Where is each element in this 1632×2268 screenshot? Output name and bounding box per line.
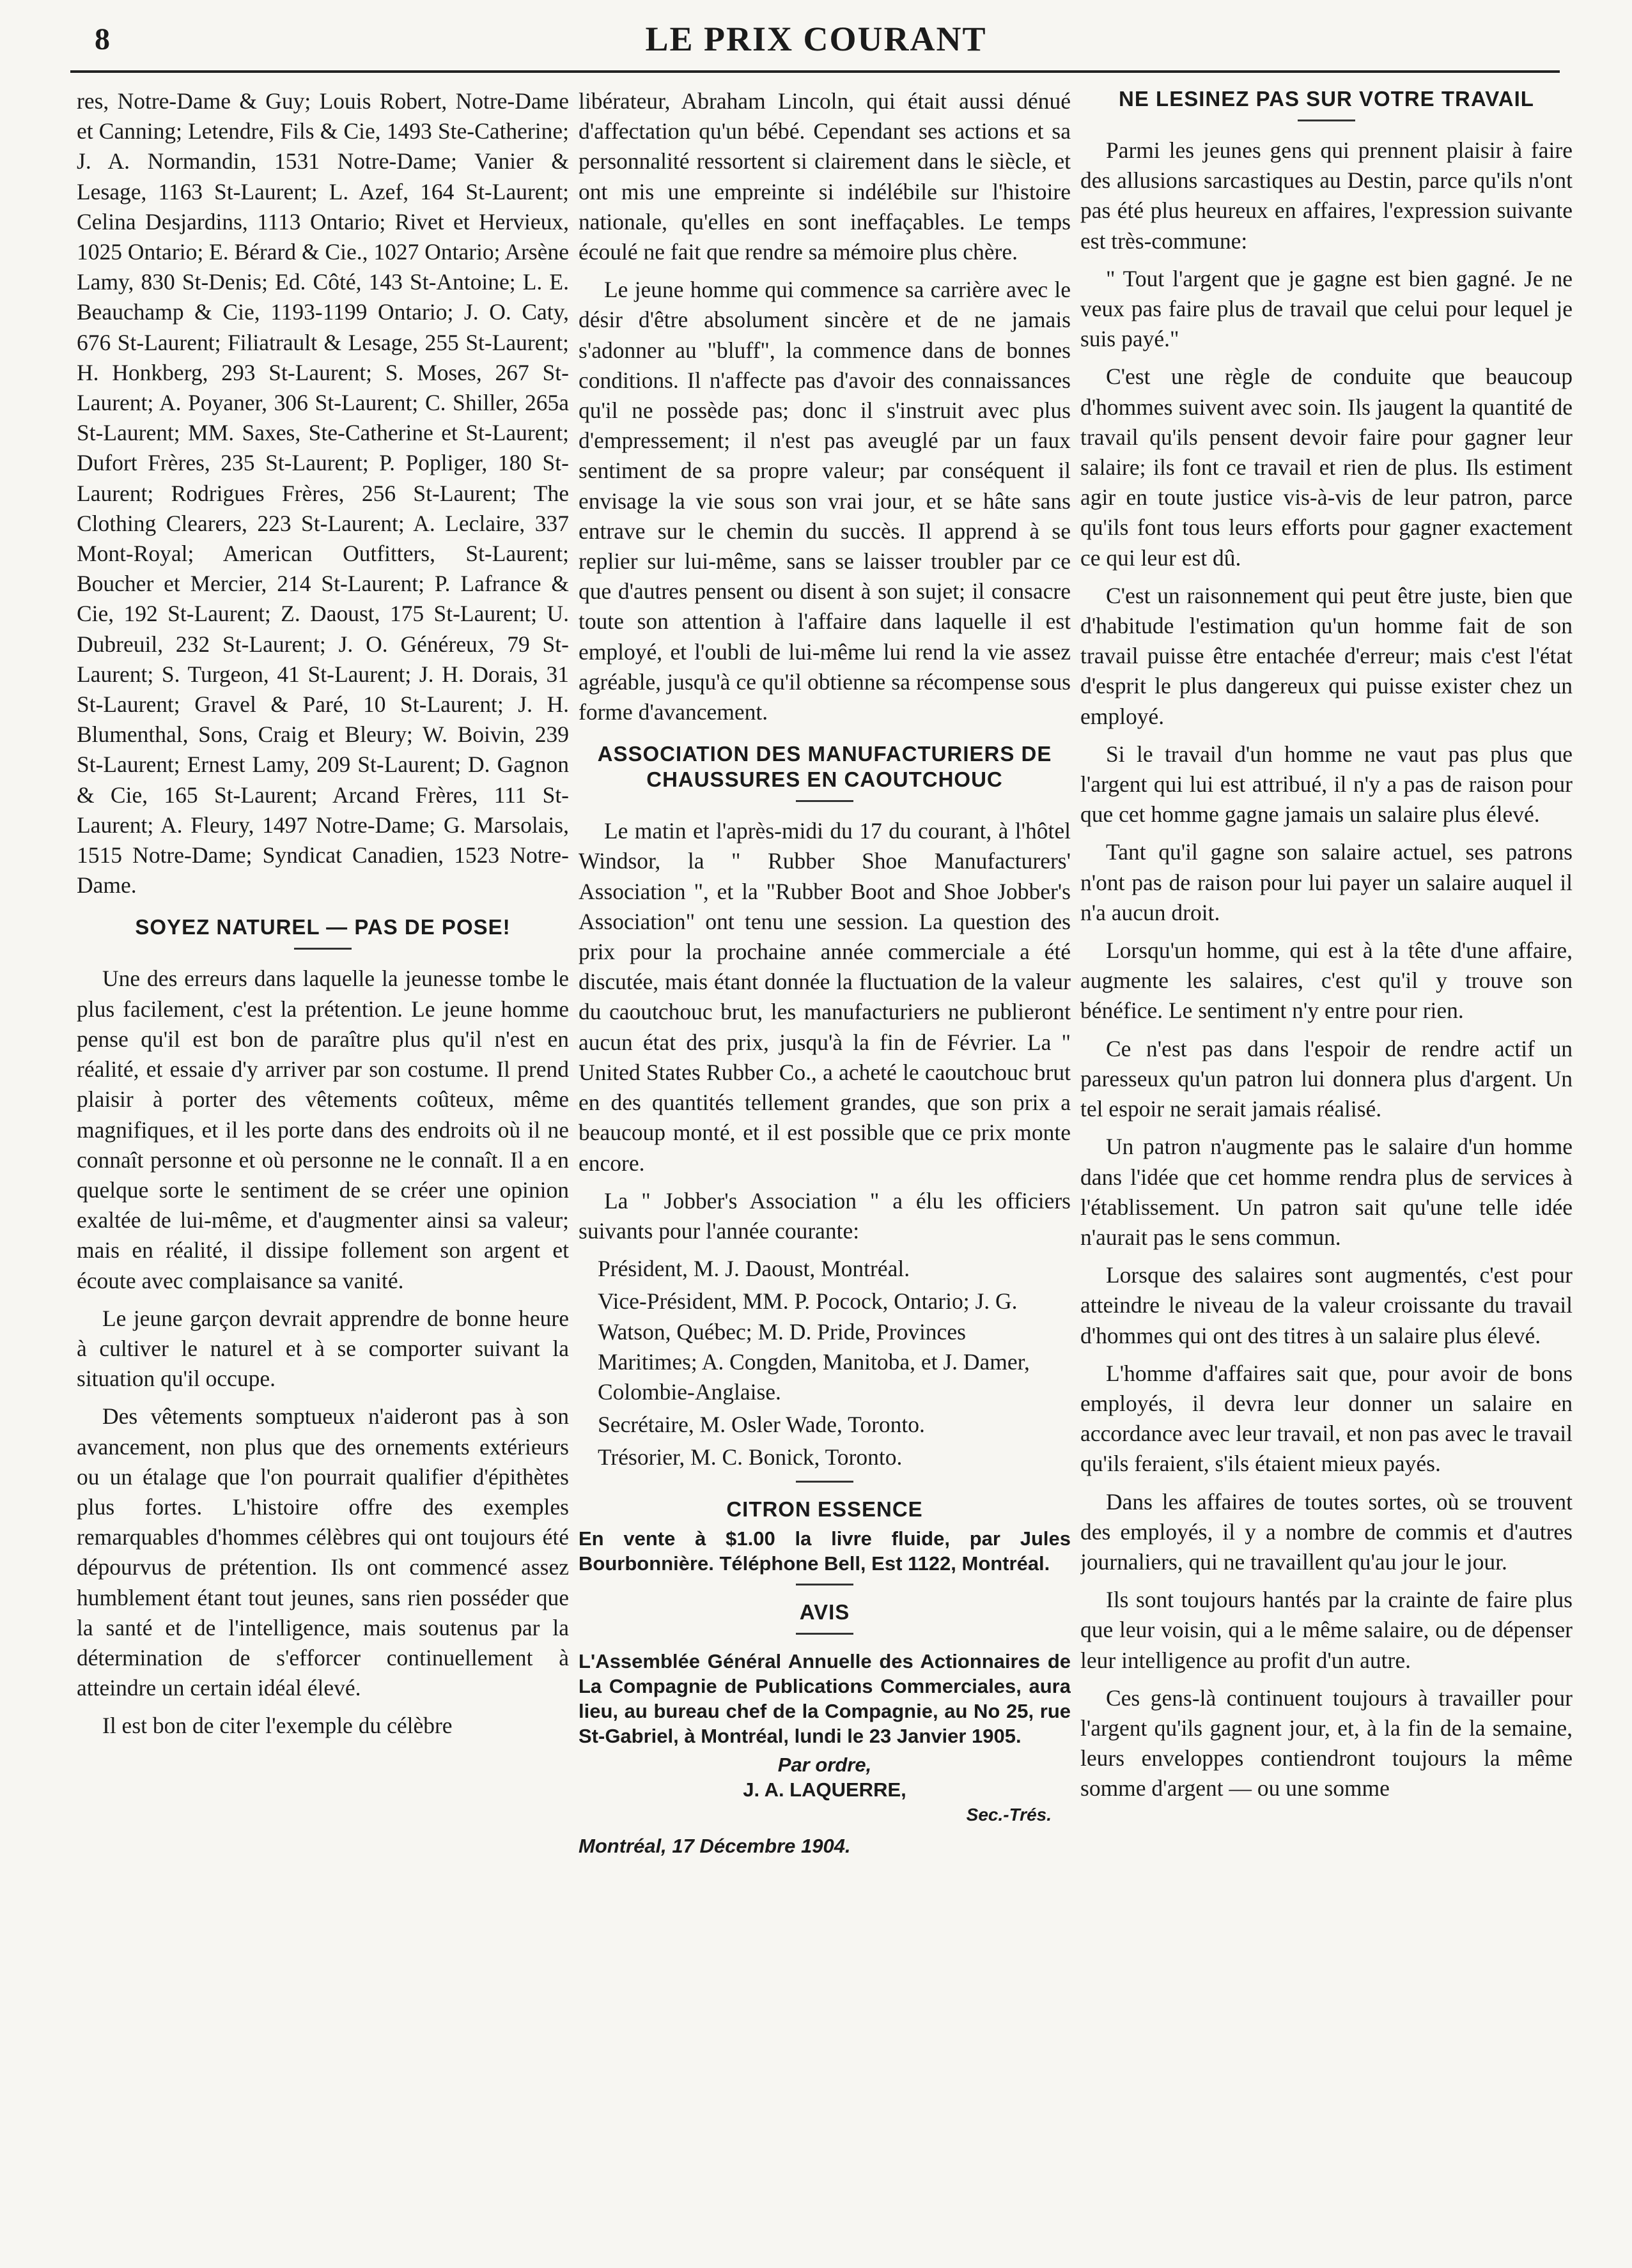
article-paragraph: Lorsque des salaires sont augmentés, c'est pour atteindre le niveau de la valeur croissante du travail d'hommes qui ont des titres à un salaire plus élevé. — [1080, 1262, 1573, 1348]
article-paragraph: Ce n'est pas dans l'espoir de rendre actif un paresseux qu'un patron lui donnera plus d'argent. Un tel espoir ne serait jamais réalisé. — [1080, 1035, 1573, 1122]
par-ordre: Par ordre, — [777, 1753, 872, 1776]
signer-title: Sec.-Trés. — [966, 1804, 1052, 1824]
heading-rule — [294, 948, 352, 950]
page-number: 8 — [95, 22, 110, 56]
article-paragraph: libérateur, Abraham Lincoln, qui était aussi dénué d'affectation qu'un bébé. Cependant ses actions et sa personnalité ressortent si clairement dans le siècle, et ont mis une empreinte si indélébile sur l'histoire nationale, qu'elles en sont ineffaçables. Le temps écoulé ne fait que rendre sa mémoire plus chère. — [579, 88, 1071, 265]
article-paragraph: Si le travail d'un homme ne vaut pas plus que l'argent qui lui est attribué, il n'y a pas de raison pour que cet homme gagne jamais un salaire plus élevé. — [1080, 741, 1573, 828]
column-3 — [1080, 86, 1573, 2253]
article-paragraph: Lorsqu'un homme, qui est à la tête d'une affaire, augmente les salaires, c'est qu'il y trouve son bénéfice. Le sentiment n'y entre pour rien. — [1080, 937, 1573, 1024]
article-paragraph: Un patron n'augmente pas le salaire d'un homme dans l'idée que cet homme rendra plus de services à l'établissement. Un patron sait qu'une telle idée n'aurait pas le sens commun. — [1080, 1134, 1573, 1250]
article-paragraph: Ils sont toujours hantés par la crainte de faire plus que leur voisin, qui a le même salaire, ou de dépenser leur intelligence au profit d'un autre. — [1080, 1587, 1573, 1673]
column-1 — [77, 86, 569, 2253]
officer-entry: Vice-Président, MM. P. Pocock, Ontario; J. G. Watson, Québec; M. D. Pride, Provinces Maritimes; A. Congden, Manitoba, et J. Damer, Colombie-Anglaise. — [598, 1288, 1030, 1405]
article-paragraph: C'est un raisonnement qui peut être juste, bien que d'habitude l'estimation qu'un homme fait de son travail puisse être entachée d'erreur; mais c'est l'état d'esprit le plus dangereux qui puisse exister chez un employé. — [1080, 582, 1573, 729]
article-paragraph: Dans les affaires de toutes sortes, où se trouvent des employés, il y a nombre de commis et d'autres journaliers, qui ne travaillent qu'au jour le jour. — [1080, 1488, 1573, 1575]
article-paragraph: La " Jobber's Association " a élu les officiers suivants pour l'année courante: — [579, 1187, 1071, 1244]
article-paragraph: L'homme d'affaires sait que, pour avoir de bons employés, il devra leur donner un salaire en accordance avec leur travail, et non pas avec le travail qu'ils feraient, s'ils étaient mieux payés. — [1080, 1360, 1573, 1477]
officer-entry: Président, M. J. Daoust, Montréal. — [598, 1256, 910, 1282]
article-paragraph: Le jeune garçon devrait apprendre de bonne heure à cultiver le naturel et à se comporter suivant la situation qu'il occupe. — [77, 1305, 569, 1392]
article-heading-association: ASSOCIATION DES MANUFACTURIERS DE CHAUSSURES EN CAOUTCHOUC — [597, 742, 1052, 792]
heading-rule — [796, 800, 853, 802]
heading-citron-essence: CITRON ESSENCE — [726, 1497, 923, 1521]
article-paragraph: Le matin et l'après-midi du 17 du courant, à l'hôtel Windsor, la " Rubber Shoe Manufacturers' Association ", et la "Rubber Boot and Shoe Jobber's Association" ont tenu une session. La question des prix pour la prochaine année commerciale a été discutée, mais étant donnée la fluctuation de la valeur du caoutchouc brut, les manufacturiers ne publieront aucun état des prix, jusqu'à la fin de Février. La " United States Rubber Co., a acheté le caoutchouc brut en des quantités tellement grandes, que son prix a beaucoup monté, et il est possible que ce prix monte encore. — [579, 818, 1071, 1176]
signer-name: J. A. LAQUERRE, — [743, 1778, 906, 1801]
article-paragraph: " Tout l'argent que je gagne est bien gagné. Je ne veux pas faire plus de travail que celui pour lequel je suis payé." — [1080, 265, 1573, 352]
heading-rule — [1298, 120, 1355, 121]
article-paragraph: Des vêtements somptueux n'aideront pas à son avancement, non plus que des ornements extérieurs ou un étalage que l'on pourrait qualifier d'épithètes plus fortes. L'histoire offre des exemples remarquables d'hommes célèbres qui ont toujours été dépourvus de prétention. Ils ont commencé assez humblement étant tout jeunes, sans rien posséder que la santé et de l'intelligence, mais soutenus par la détermination de s'efforcer continuellement à atteindre un certain idéal élevé. — [77, 1403, 569, 1701]
column-2 — [579, 86, 1071, 2253]
header-rule — [70, 70, 1560, 73]
section-rule — [796, 1584, 853, 1585]
page-header — [0, 0, 1632, 70]
section-rule — [796, 1481, 853, 1483]
article-heading-soyez-naturel: SOYEZ NATUREL — PAS DE POSE! — [135, 915, 511, 939]
article-paragraph: Une des erreurs dans laquelle la jeunesse tombe le plus facilement, c'est la prétention. Le jeune homme pense qu'il est bon de paraître plus qu'il n'est en réalité, et essaie d'y arriver par son costume. Il prend plaisir à porter des vêtements coûteux, même magnifiques, et il les porte dans des endroits où il ne connaît personne et où personne ne le connaît. Il a en quelque sorte le sentiment de se créer une opinion exaltée de lui-même, et d'augmenter ainsi sa valeur; mais en réalité, il dissipe follement son argent et écoute avec complaisance sa vanité. — [77, 966, 569, 1293]
citron-ad-text: En vente à $1.00 la livre fluide, par Jules Bourbonnière. Téléphone Bell, Est 1122, Montréal. — [579, 1527, 1071, 1575]
heading-rule — [796, 1633, 853, 1635]
merchant-list-paragraph: res, Notre-Dame & Guy; Louis Robert, Notre-Dame et Canning; Letendre, Fils & Cie, 1493 Ste-Catherine; J. A. Normandin, 1531 Notre-Dame; Vanier & Lesage, 1163 St-Laurent; L. Azef, 164 St-Laurent; Celina Desjardins, 1113 Ontario; Rivet et Hervieux, 1025 Ontario; E. Bérard & Cie., 1027 Ontario; Arsène Lamy, 830 St-Denis; Ed. Côté, 143 St-Antoine; L. E. Beauchamp & Cie, 1193-1199 Ontario; J. O. Caty, 676 St-Laurent; Filiatrault & Lesage, 255 St-Laurent; H. Honkberg, 293 St-Laurent; S. Moses, 267 St-Laurent; A. Poyaner, 306 St-Laurent; C. Shiller, 265a St-Laurent; MM. Saxes, Ste-Catherine et St-Laurent; Dufort Frères, 235 St-Laurent; P. Popliger, 180 St-Laurent; Rodrigues Frères, 256 St-Laurent; The Clothing Clearers, 223 St-Laurent; A. Leclaire, 337 Mont-Royal; American Outfitters, St-Laurent; Boucher et Mercier, 214 St-Laurent; P. Lafrance & Cie, 192 St-Laurent; Z. Daoust, 175 St-Laurent; U. Dubreuil, 232 St-Laurent; J. O. Généreux, 79 St-Laurent; S. Turgeon, 41 St-Laurent; J. H. Dorais, 31 St-Laurent; Gravel & Paré, 10 St-Laurent; J. H. Blumenthal, Sons, Craig et Bleury; W. Boivin, 239 St-Laurent; Ernest Lamy, 209 St-Laurent; D. Gagnon & Cie, 165 St-Laurent; Arcand Frères, 111 St-Laurent; A. Fleury, 1497 Notre-Dame; G. Marsolais, 1515 Notre-Dame; Syndicat Canadien, 1523 Notre-Dame. — [77, 88, 569, 899]
avis-date: Montréal, 17 Décembre 1904. — [579, 1834, 851, 1857]
heading-avis: AVIS — [799, 1600, 850, 1624]
article-paragraph: Parmi les jeunes gens qui prennent plaisir à faire des allusions sarcastiques au Destin, parce qu'ils n'ont pas été plus heureux en affaires, l'expression suivante est très-commune: — [1080, 137, 1573, 254]
article-heading-ne-lesinez: NE LESINEZ PAS SUR VOTRE TRAVAIL — [1119, 87, 1534, 111]
masthead-title: LE PRIX COURANT — [645, 20, 987, 58]
article-paragraph: Tant qu'il gagne son salaire actuel, ses patrons n'ont pas de raison pour lui payer un salaire auquel il n'a aucun droit. — [1080, 839, 1573, 925]
officer-entry: Trésorier, M. C. Bonick, Toronto. — [598, 1444, 903, 1470]
officer-entry: Secrétaire, M. Osler Wade, Toronto. — [598, 1412, 925, 1438]
officers-list — [579, 1254, 1071, 1472]
article-paragraph: Il est bon de citer l'exemple du célèbre — [102, 1713, 453, 1739]
avis-text: L'Assemblée Général Annuelle des Actionnaires de La Compagnie de Publications Commerciales, aura lieu, au bureau chef de la Compagnie, au No 25, rue St-Gabriel, à Montréal, lundi le 23 Janvier 1905. — [579, 1649, 1071, 1747]
article-paragraph: Ces gens-là continuent toujours à travailler pour l'argent qu'ils gagnent jour, et, à la fin de la semaine, leurs enveloppes contiendront toujours la même somme d'argent — ou une somme — [1080, 1685, 1573, 1801]
article-paragraph: Le jeune homme qui commence sa carrière avec le désir d'être absolument sincère et de ne jamais s'adonner au "bluff", la commence dans de bonnes conditions. Il n'affecte pas d'avoir des connaissances qu'il ne possède pas; donc il s'instruit avec plus d'empressement; il n'est pas aveuglé par un faux sentiment de sa propre valeur; par conséquent il envisage la vie sous son vrai jour, et se hâte sans entrave sur le chemin du succès. Il apprend à se replier sur lui-même, sans se laisser troubler par ce que d'autres pensent ou disent à son sujet; il consacre toute son attention à l'affaire dans laquelle il est employé, et l'oubli de lui-même lui rend la vie assez agréable, jusqu'à ce qu'il obtienne sa récompense sous forme d'avancement. — [579, 277, 1071, 725]
article-paragraph: C'est une règle de conduite que beaucoup d'hommes suivent avec soin. Ils jaugent la quantité de travail qu'ils pensent devoir faire pour gagner leur salaire; ils font ce travail et rien de plus. Ils estiment agir en toute justice vis-à-vis de leur patron, parce qu'ils font tous leurs efforts pour gagner exactement ce qui leur est dû. — [1080, 364, 1573, 571]
